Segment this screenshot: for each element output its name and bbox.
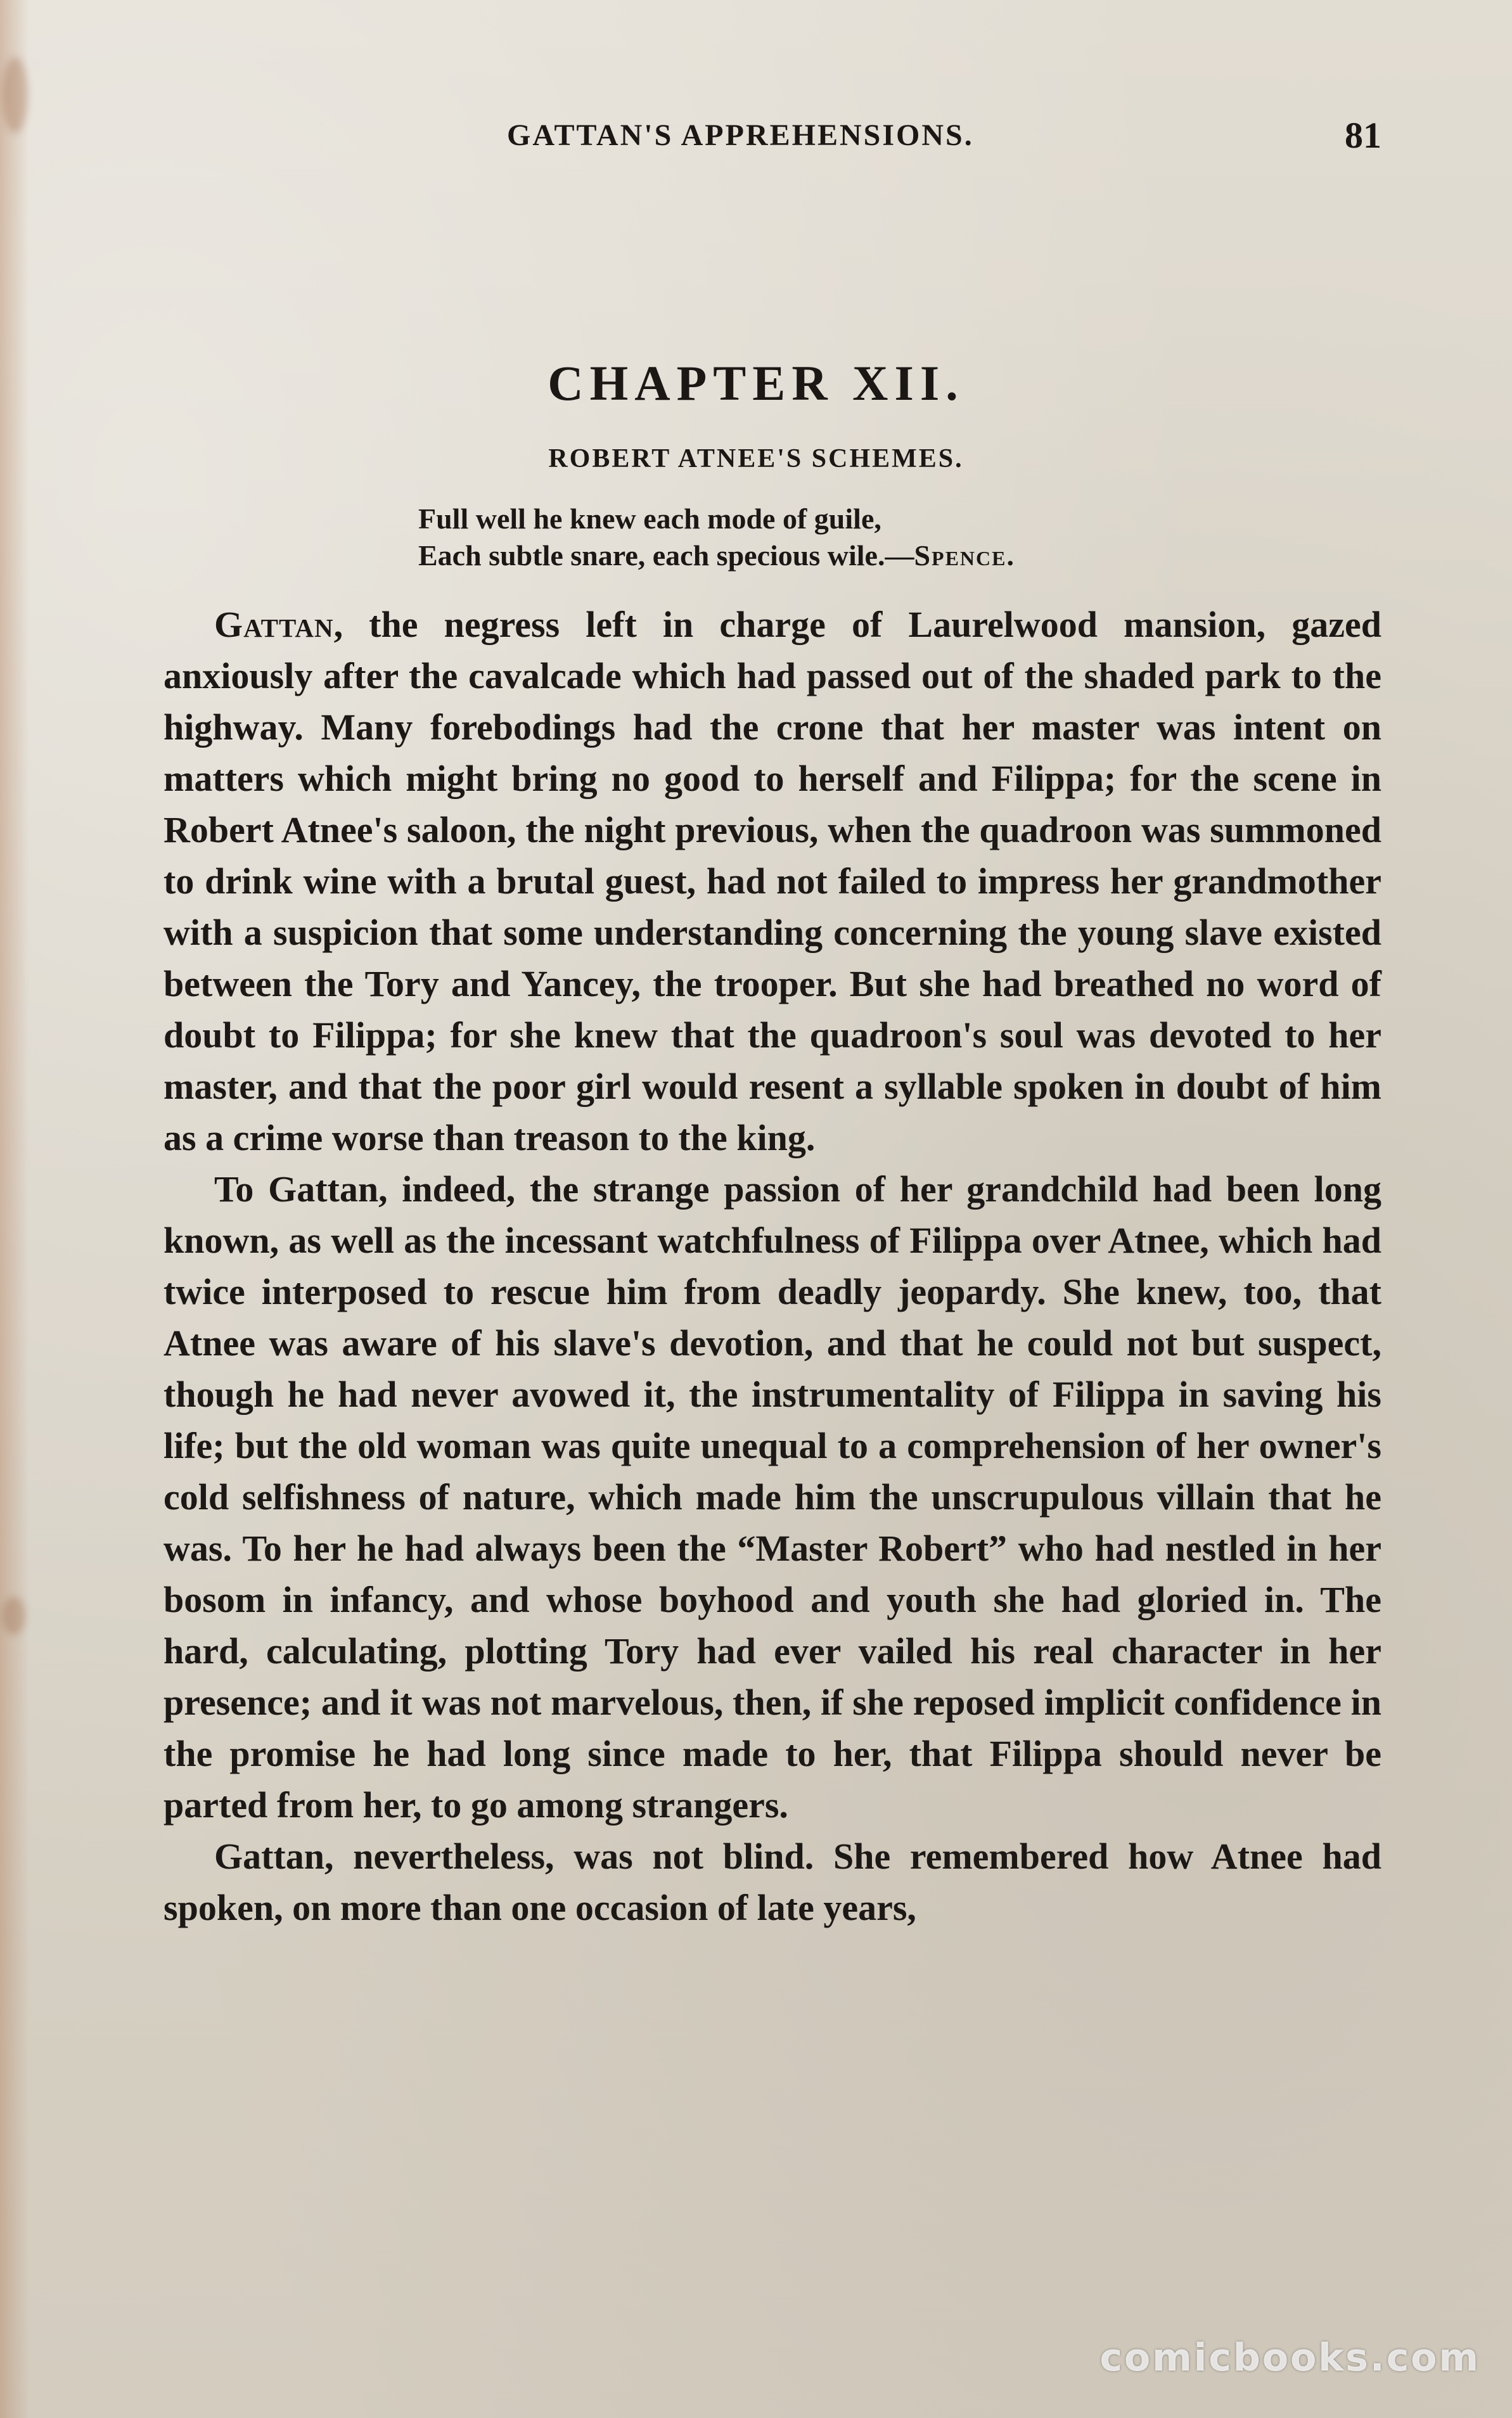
epigraph-line-2 [418, 537, 1305, 574]
epigraph-line-2-text: Each subtle snare, each specious wile.— [418, 539, 914, 572]
paragraph-1-text: , the negress left in charge of Laurelwood mansion, gazed anxiously after the cavalcade which had passed out of the shaded park to the highway. Many forebodings had the crone that her master was intent on matters which might bring no good to herself and Filippa; for the scene in Robert Atnee's saloon, the night previous, when the quadroon was summoned to drink wine with a brutal guest, had not failed to impress her grandmother with a suspicion that some understanding concerning the young slave existed between the Tory and Yancey, the trooper. But she had breathed no word of doubt to Filippa; for she knew that the quadroon's soul was devoted to her master, and that the poor girl would resent a syllable spoken in doubt of him as a crime worse than treason to the king. [163, 604, 1381, 1158]
running-title: GATTAN'S APPREHENSIONS. [507, 118, 974, 152]
epigraph-line-1: Full well he knew each mode of guile, [418, 502, 881, 535]
page-number: 81 [1345, 115, 1381, 156]
watermark: comicbooks.com [1099, 2336, 1480, 2380]
chapter-subtitle: ROBERT ATNEE'S SCHEMES. [548, 444, 964, 473]
paragraph-1 [163, 599, 1381, 1163]
chapter-title: CHAPTER XII. [548, 355, 964, 411]
body-text [163, 599, 1381, 1933]
running-header [165, 114, 1381, 165]
epigraph-attribution: Spence. [914, 539, 1015, 572]
paragraph-2: To Gattan, indeed, the strange passion of her grandchild had been long known, as well as the incessant watchfulness of Filippa over Atnee, which had twice interposed to rescue him from deadly jeopardy. She knew, too, that Atnee was aware of his slave's devotion, and that he could not but suspect, though he had never avowed it, the instrumentality of Filippa in saving his life; but the old woman was quite unequal to a comprehension of her owner's cold selfishness of nature, which made him the unscrupulous villain that he was. To her he had always been the “Master Robert” who had nestled in her bosom in infancy, and whose boyhood and youth she had gloried in. The hard, calculating, plotting Tory had ever vailed his real character in her presence; and it was not marvelous, then, if she reposed implicit confidence in the promise he had long since made to her, that Filippa should never be parted from her, to go among strangers. [163, 1168, 1381, 1826]
paragraph-1-lead-word: Gattan [214, 604, 334, 645]
paper-stain [3, 1597, 25, 1635]
epigraph [418, 501, 1305, 574]
paragraph-3: Gattan, nevertheless, was not blind. She remembered how Atnee had spoken, on more than one occasion of late years, [163, 1836, 1381, 1928]
paper-stain [3, 57, 28, 133]
